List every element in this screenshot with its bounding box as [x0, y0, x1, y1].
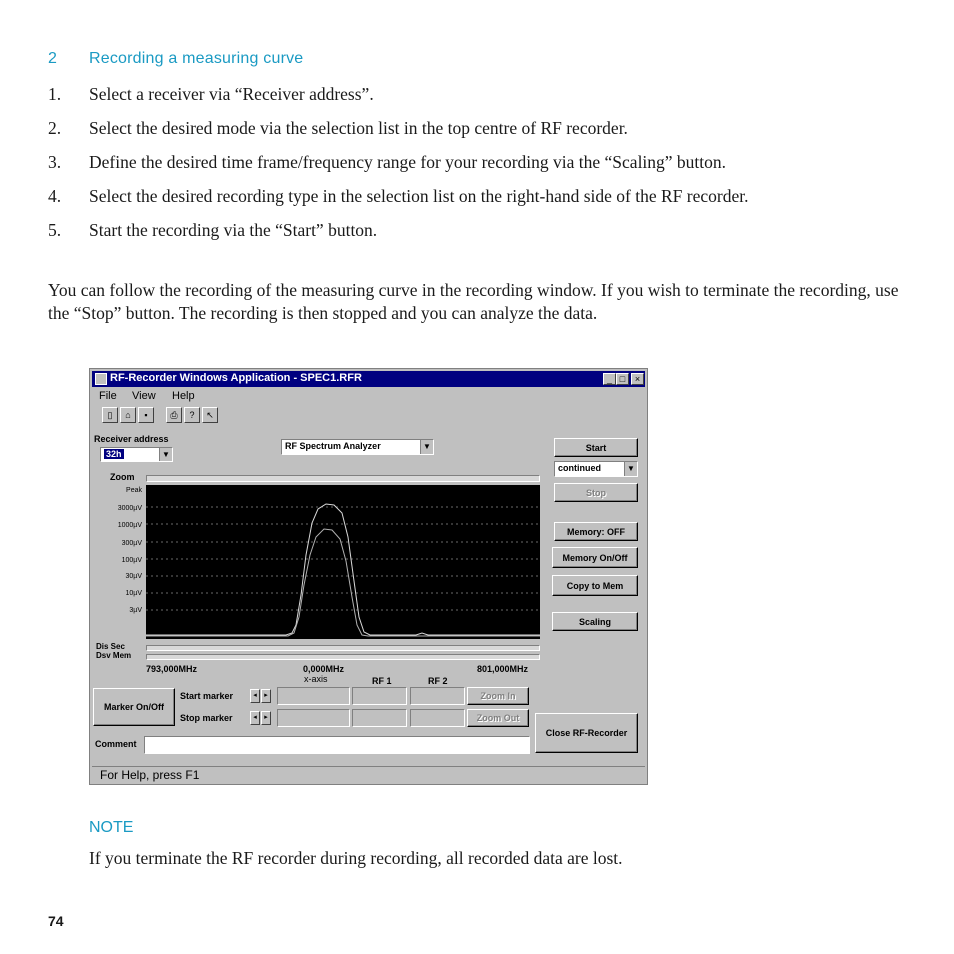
rf1-column-label: RF 1 — [372, 676, 392, 686]
stop-marker-rf1-field — [352, 709, 407, 727]
body-paragraph: You can follow the recording of the measuring curve in the recording window. If you wish to terminate the recording, use the “Stop” button. The recording is then stopped and you can analyze the data. — [48, 280, 899, 323]
freq-left-label: 793,000MHz — [146, 664, 198, 674]
help-icon[interactable]: ? — [184, 407, 200, 423]
comment-label: Comment — [95, 739, 137, 749]
menu-file[interactable]: File — [99, 390, 117, 402]
y-axis-label: 10µV — [125, 590, 142, 597]
y-axis-label: 3000µV — [117, 505, 142, 512]
stop-marker-x-field — [277, 709, 350, 727]
rf-recorder-window — [89, 368, 648, 785]
disp-mem-label: Dsv Mem — [96, 651, 132, 660]
step-number: 2. — [48, 118, 62, 138]
step-text: Select the desired recording type in the selection list on the right-hand side of the RF recorder. — [89, 186, 749, 206]
title-bar — [92, 371, 645, 387]
app-icon — [95, 373, 107, 385]
step-text: Start the recording via the “Start” button. — [89, 220, 378, 240]
y-axis-label: Peak — [126, 487, 142, 494]
receiver-address-select[interactable] — [100, 447, 173, 462]
current-trace — [146, 529, 540, 636]
close-rf-recorder-button[interactable]: Close RF-Recorder — [535, 713, 638, 753]
recording-type-select[interactable] — [554, 461, 638, 477]
status-text: For Help, press F1 — [100, 768, 200, 782]
chevron-down-icon: ▼ — [420, 440, 433, 454]
freq-right-label: 801,000MHz — [477, 664, 529, 674]
step-number: 1. — [48, 84, 62, 104]
mode-select[interactable] — [281, 439, 434, 455]
scaling-button[interactable]: Scaling — [552, 612, 638, 631]
stop-marker-left-icon[interactable]: ◂ — [250, 711, 260, 725]
zoom-label: Zoom — [110, 472, 135, 482]
marker-onoff-button[interactable]: Marker On/Off — [93, 688, 175, 726]
y-axis-label: 30µV — [125, 573, 142, 580]
context-help-icon[interactable]: ↖ — [202, 407, 218, 423]
freq-mid-label: 0,000MHz — [303, 664, 345, 674]
section-number: 2 — [48, 50, 57, 67]
mode-value: RF Spectrum Analyzer — [285, 441, 381, 451]
section-title: Recording a measuring curve — [89, 50, 304, 67]
disp-sec-label: Dis Sec — [96, 642, 125, 651]
y-axis-label: 300µV — [121, 540, 142, 547]
mem-scrollbar[interactable] — [146, 654, 540, 660]
chevron-down-icon: ▼ — [159, 448, 172, 461]
step-text: Select a receiver via “Receiver address”. — [89, 84, 374, 104]
stop-marker-right-icon[interactable]: ▸ — [261, 711, 271, 725]
save-icon[interactable]: ▪ — [138, 407, 154, 423]
spectrum-plot — [146, 485, 540, 639]
recording-type-value: continued — [558, 463, 601, 473]
chevron-down-icon: ▼ — [624, 462, 637, 476]
memory-onoff-button[interactable]: Memory On/Off — [552, 547, 638, 568]
y-axis-label: 1000µV — [117, 522, 142, 529]
window-title: RF-Recorder Windows Application - SPEC1.RFR — [110, 372, 362, 384]
step-text: Select the desired mode via the selection list in the top centre of RF recorder. — [89, 118, 628, 138]
close-icon[interactable]: × — [631, 373, 644, 385]
start-marker-left-icon[interactable]: ◂ — [250, 689, 260, 703]
spectrum-graph — [146, 485, 540, 639]
menu-help[interactable]: Help — [172, 390, 195, 402]
new-file-icon[interactable]: ▯ — [102, 407, 118, 423]
page-number: 74 — [48, 913, 64, 929]
zoom-in-button[interactable]: Zoom In — [467, 687, 529, 705]
stop-button[interactable]: Stop — [554, 483, 638, 502]
x-axis-column-label: x-axis — [304, 674, 328, 684]
step-number: 4. — [48, 186, 62, 206]
start-marker-rf2-field — [410, 687, 465, 705]
zoom-scrollbar[interactable] — [146, 475, 540, 482]
start-marker-x-field — [277, 687, 350, 705]
maximize-icon[interactable]: □ — [616, 373, 629, 385]
start-marker-right-icon[interactable]: ▸ — [261, 689, 271, 703]
note-heading: NOTE — [89, 819, 134, 836]
rf2-column-label: RF 2 — [428, 676, 448, 686]
receiver-address-label: Receiver address — [94, 434, 169, 444]
start-marker-rf1-field — [352, 687, 407, 705]
start-button[interactable]: Start — [554, 438, 638, 457]
minimize-icon[interactable]: _ — [603, 373, 616, 385]
open-folder-icon[interactable]: ⌂ — [120, 407, 136, 423]
note-text: If you terminate the RF recorder during recording, all recorded data are lost. — [89, 848, 623, 868]
sec-scrollbar[interactable] — [146, 645, 540, 651]
start-marker-label: Start marker — [180, 691, 234, 701]
zoom-out-button[interactable]: Zoom Out — [467, 709, 529, 727]
status-bar — [92, 766, 645, 784]
step-number: 5. — [48, 220, 62, 240]
y-axis-label: 3µV — [129, 607, 142, 614]
step-number: 3. — [48, 152, 62, 172]
menu-view[interactable]: View — [132, 390, 156, 402]
receiver-address-value: 32h — [106, 449, 122, 459]
stop-marker-label: Stop marker — [180, 713, 233, 723]
stop-marker-rf2-field — [410, 709, 465, 727]
step-text: Define the desired time frame/frequency range for your recording via the “Scaling” button. — [89, 152, 727, 172]
copy-to-mem-button[interactable]: Copy to Mem — [552, 575, 638, 596]
y-axis-label: 100µV — [121, 557, 142, 564]
comment-input[interactable] — [144, 736, 530, 754]
memory-status-button[interactable]: Memory: OFF — [554, 522, 638, 541]
print-icon[interactable]: ⎙ — [166, 407, 182, 423]
